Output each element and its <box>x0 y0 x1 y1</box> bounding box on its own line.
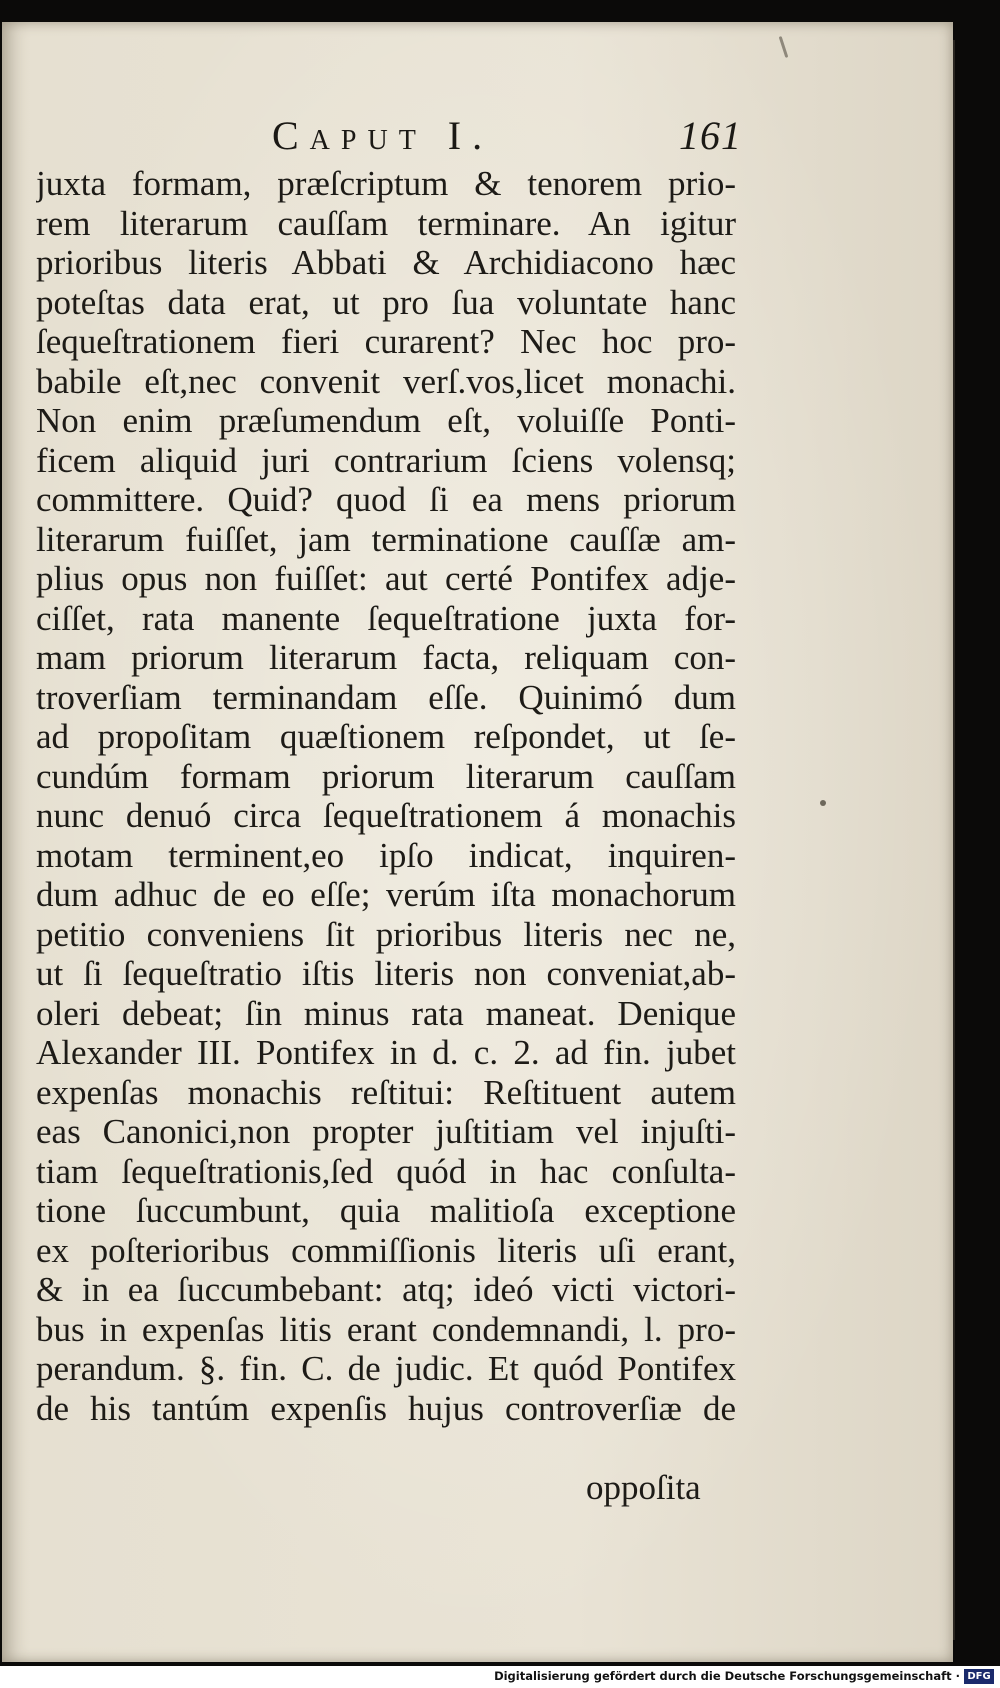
funding-credit: Digitalisierung gefördert durch die Deutsche Forschungsgemeinschaft · <box>494 1669 960 1683</box>
text-line: mam priorum literarum facta, reliquam con- <box>36 638 736 677</box>
text-line: bus in expenſas litis erant condemnandi, l. pro- <box>36 1309 736 1349</box>
footer-bar <box>0 1666 1000 1688</box>
text-line: ad propoſitam quæſtionem reſpondet, ut ſe- <box>36 717 736 756</box>
text-line: tione ſuccumbunt, quia malitioſa exceptione <box>36 1191 736 1230</box>
body-text <box>36 164 736 1428</box>
text-line: Non enim præſumendum eſt, voluiſſe Ponti- <box>36 401 736 440</box>
paper-scratch <box>779 36 789 58</box>
text-line: juxta formam, præſcriptum & tenorem prio- <box>36 164 736 203</box>
text-line: ficem aliquid juri contrarium ſciens volensq; <box>36 440 736 480</box>
page-edge <box>953 40 955 1640</box>
text-line: tiam ſequeſtrationis,ſed quód in hac conſulta- <box>36 1151 736 1191</box>
text-line: plius opus non fuiſſet: aut certé Pontifex adje- <box>36 559 736 598</box>
text-line: motam terminent,eo ipſo indicat, inquiren- <box>36 835 736 875</box>
book-page <box>2 22 953 1662</box>
text-line: petitio conveniens ſit prioribus literis nec ne, <box>36 914 736 954</box>
page-number: 161 <box>679 113 742 158</box>
text-line: ex poſterioribus commiſſionis literis uſi erant, <box>36 1230 736 1270</box>
text-line: nunc denuó circa ſequeſtrationem á monachis <box>36 796 736 835</box>
text-line: committere. Quid? quod ſi ea mens priorum <box>36 480 736 519</box>
text-line: babile eſt,nec convenit verſ.vos,licet monachi. <box>36 361 736 401</box>
text-line: de his tantúm expenſis hujus controverſiæ de <box>36 1388 736 1428</box>
paper-speck <box>820 800 826 806</box>
page-header <box>264 106 742 158</box>
dfg-logo: DFG <box>964 1669 994 1684</box>
text-line: poteſtas data erat, ut pro ſua voluntate hanc <box>36 282 736 322</box>
text-line: ſequeſtrationem fieri curarent? Nec hoc pro- <box>36 322 736 361</box>
text-line: expenſas monachis reſtitui: Reſtituent autem <box>36 1072 736 1112</box>
text-line: rem literarum cauſſam terminare. An igitur <box>36 203 736 243</box>
catchword: oppoſita <box>586 1468 701 1507</box>
text-line: perandum. §. fin. C. de judic. Et quód Pontifex <box>36 1349 736 1388</box>
text-line: eas Canonici,non propter juſtitiam vel injuſti- <box>36 1112 736 1151</box>
running-title: Caput I. <box>272 113 494 158</box>
text-line: prioribus literis Abbati & Archidiacono hæc <box>36 243 736 282</box>
text-line: literarum fuiſſet, jam terminatione cauſſæ am- <box>36 519 736 559</box>
text-line: troverſiam terminandam eſſe. Quinimó dum <box>36 677 736 717</box>
text-line: Alexander III. Pontifex in d. c. 2. ad fin. jubet <box>36 1033 736 1072</box>
text-line: ciſſet, rata manente ſequeſtratione juxta for- <box>36 598 736 638</box>
text-line: & in ea ſuccumbebant: atq; ideó victi victori- <box>36 1270 736 1309</box>
text-line: oleri debeat; ſin minus rata maneat. Denique <box>36 993 736 1033</box>
text-line: dum adhuc de eo eſſe; verúm iſta monachorum <box>36 875 736 914</box>
text-line: cundúm formam priorum literarum cauſſam <box>36 756 736 796</box>
text-line: ut ſi ſequeſtratio iſtis literis non conveniat,ab- <box>36 954 736 993</box>
